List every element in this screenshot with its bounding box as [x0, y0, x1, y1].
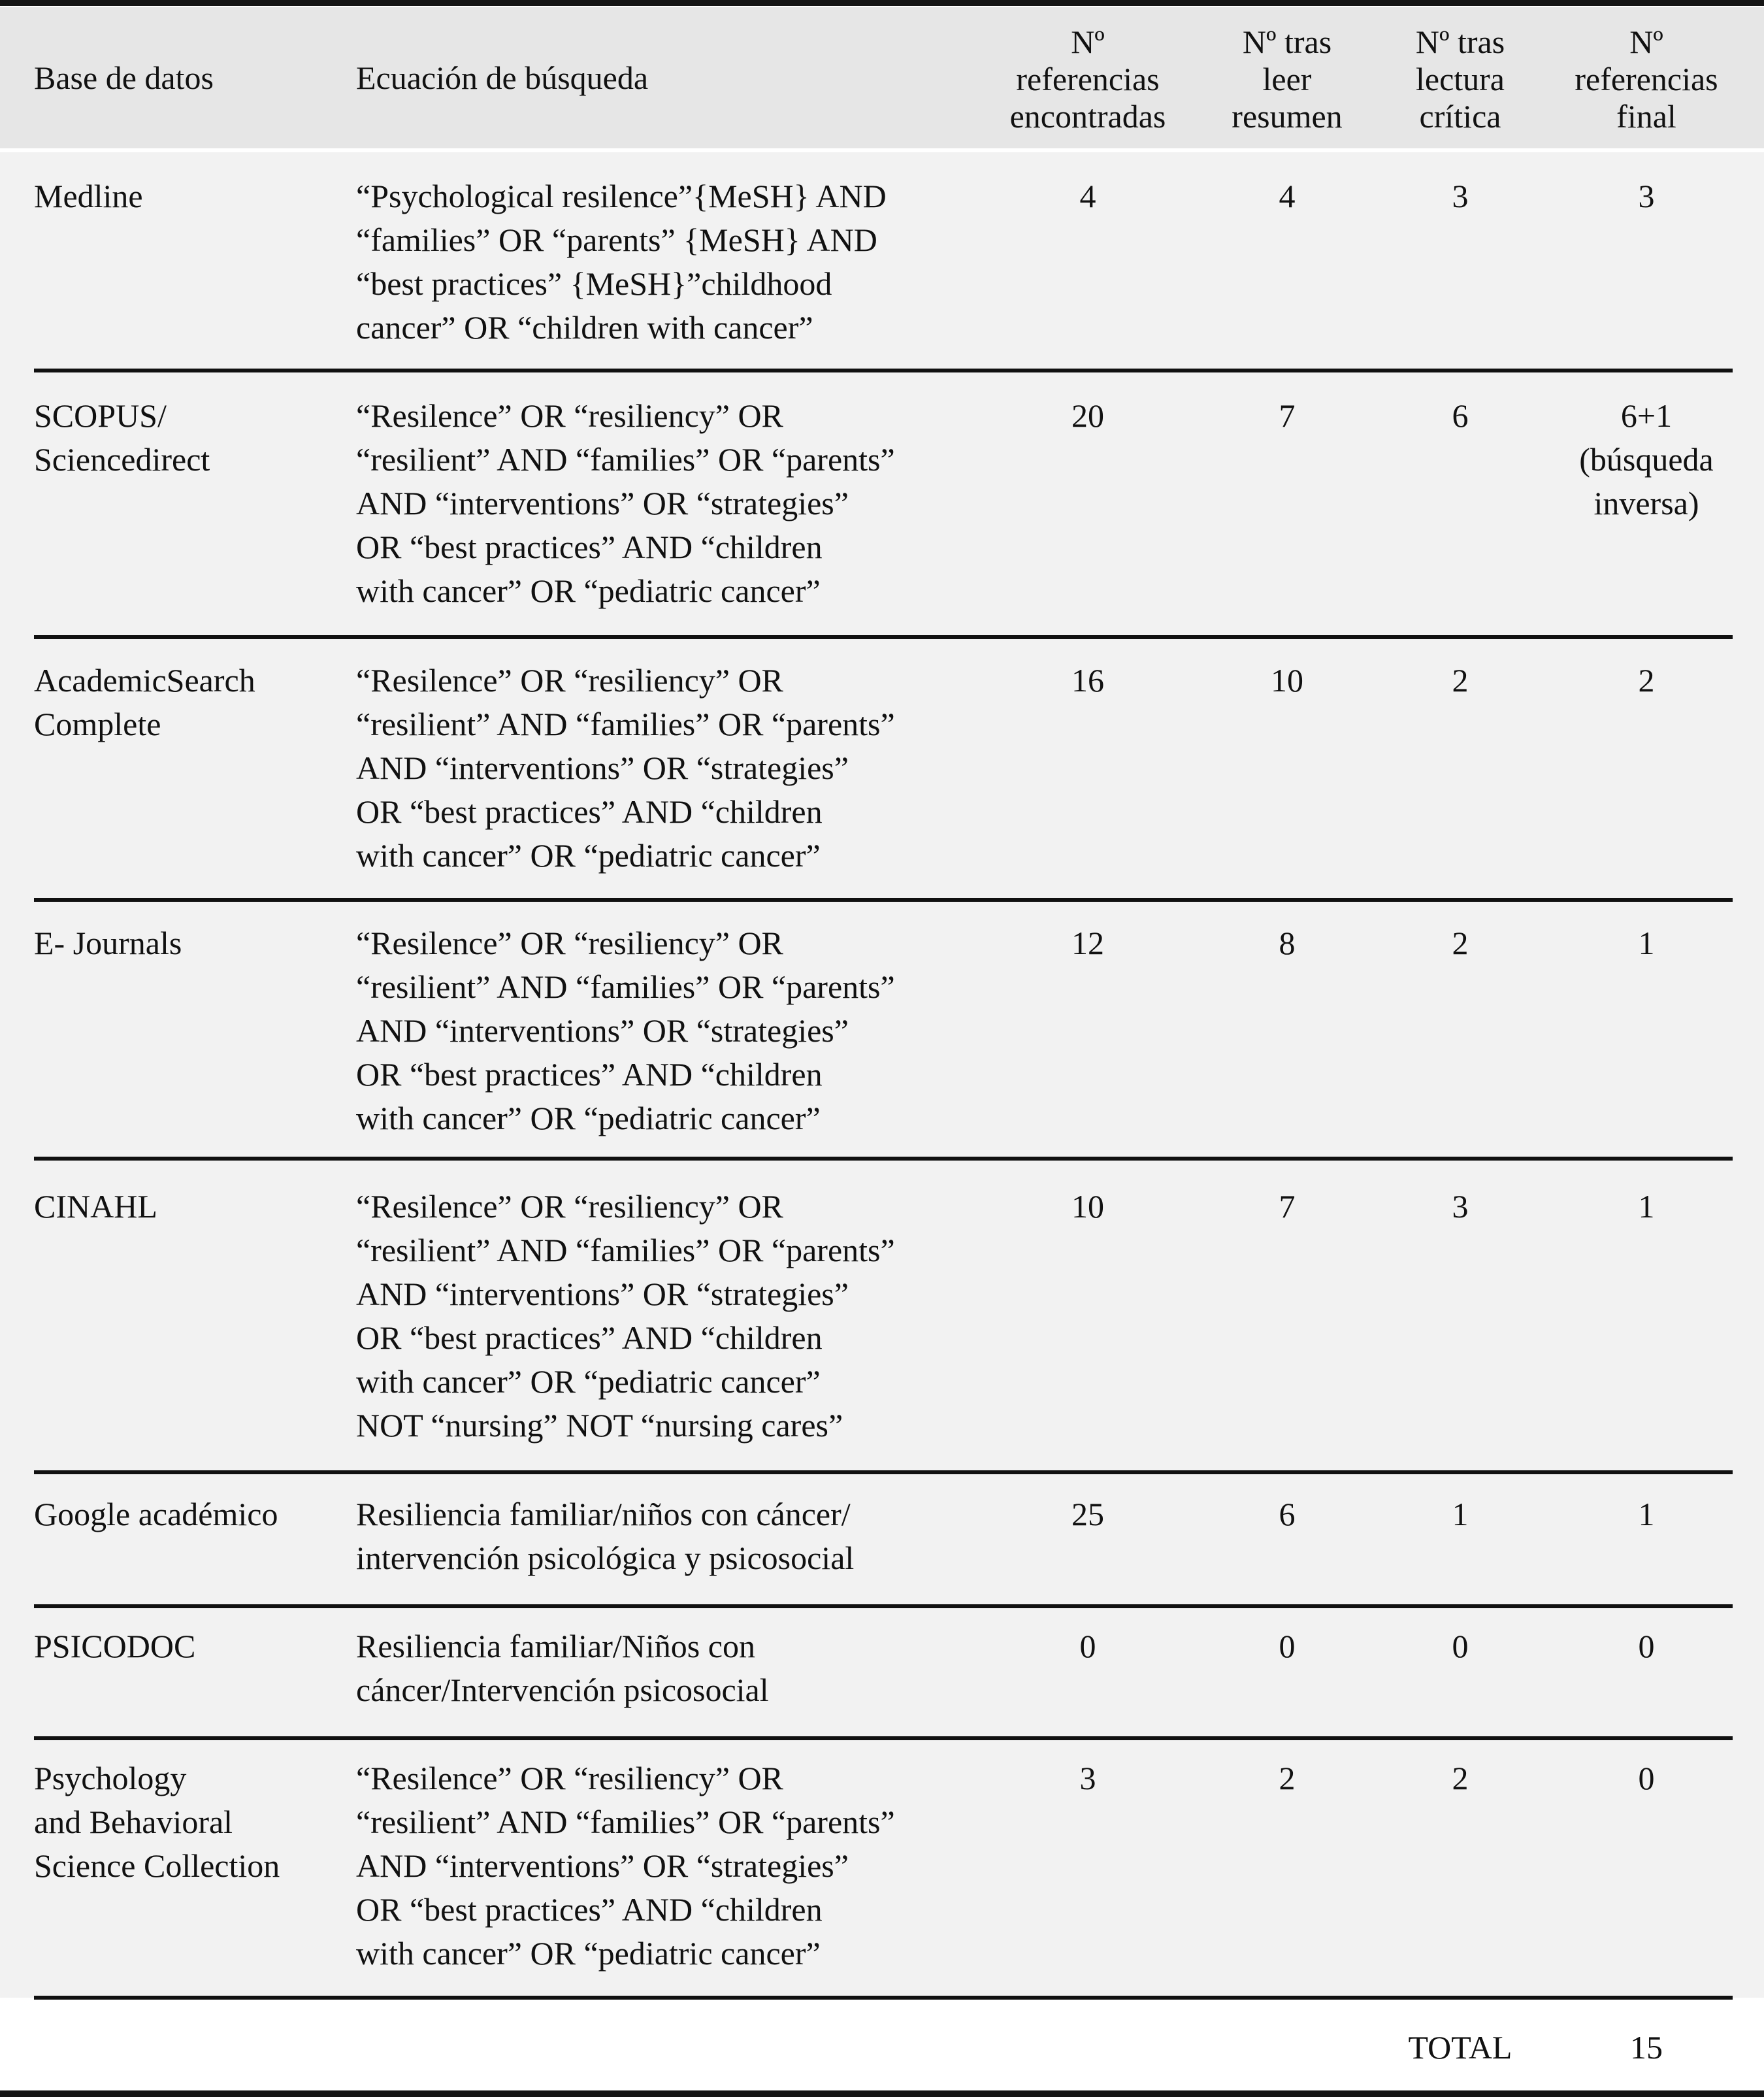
total-row: [0, 2026, 1764, 2072]
cell-after-critical: 2: [1452, 662, 1469, 699]
header-final: Nº referencias final: [1575, 24, 1718, 135]
cell-found: 20: [1071, 397, 1104, 434]
cell-equation: “Resilence” OR “resiliency” OR “resilient” AND “families” OR “parents” AND “interventions” OR “strategies” OR “best practices” AND “children with cancer” OR “pediatric cancer”: [356, 1760, 895, 1972]
row-separator: [34, 1736, 1733, 1740]
header-found: Nº referencias encontradas: [1009, 24, 1166, 135]
cell-database: SCOPUS/ Sciencedirect: [34, 397, 210, 478]
header-equation: Ecuación de búsqueda: [356, 59, 649, 96]
cell-final: 0: [1638, 1760, 1655, 1796]
cell-after-critical: 1: [1452, 1496, 1469, 1532]
cell-after-critical: 3: [1452, 1188, 1469, 1225]
row-separator: [34, 1470, 1733, 1474]
cell-after-critical: 3: [1452, 178, 1469, 214]
cell-found: 12: [1071, 925, 1104, 961]
cell-database: Medline: [34, 178, 143, 214]
cell-after-critical: 6: [1452, 397, 1469, 434]
cell-equation: “Resilence” OR “resiliency” OR “resilient” AND “families” OR “parents” AND “interventions” OR “strategies” OR “best practices” AND “children with cancer” OR “pediatric cancer” NOT “nursing” NOT “nursing cares”: [356, 1188, 895, 1444]
cell-database: AcademicSearch Complete: [34, 662, 255, 742]
cell-after-critical: 2: [1452, 1760, 1469, 1796]
row-separator: [34, 898, 1733, 902]
header-after-abstract: Nº tras leer resumen: [1232, 24, 1343, 135]
table-bottom-rule: [0, 2090, 1764, 2097]
cell-after-abstract: 4: [1279, 178, 1296, 214]
cell-database: E- Journals: [34, 925, 182, 961]
row-separator: [34, 1604, 1733, 1608]
cell-found: 4: [1079, 178, 1096, 214]
row-separator: [34, 369, 1733, 372]
cell-final: 0: [1638, 1628, 1655, 1664]
total-value: 15: [1630, 2029, 1663, 2066]
cell-after-critical: 0: [1452, 1628, 1469, 1664]
cell-database: CINAHL: [34, 1188, 157, 1225]
cell-found: 3: [1079, 1760, 1096, 1796]
cell-database: PSICODOC: [34, 1628, 196, 1664]
header-after-critical: Nº tras lectura crítica: [1415, 24, 1505, 135]
header-database: Base de datos: [34, 59, 214, 96]
cell-found: 10: [1071, 1188, 1104, 1225]
cell-database: Psychology and Behavioral Science Collection: [34, 1760, 280, 1884]
cell-after-abstract: 8: [1279, 925, 1296, 961]
cell-final: 1: [1638, 925, 1655, 961]
cell-found: 0: [1079, 1628, 1096, 1664]
cell-found: 16: [1071, 662, 1104, 699]
cell-database: Google académico: [34, 1496, 278, 1532]
cell-equation: “Resilence” OR “resiliency” OR “resilient” AND “families” OR “parents” AND “interventions” OR “strategies” OR “best practices” AND “children with cancer” OR “pediatric cancer”: [356, 397, 895, 609]
cell-equation: Resiliencia familiar/Niños con cáncer/Intervención psicosocial: [356, 1628, 769, 1708]
cell-after-abstract: 0: [1279, 1628, 1296, 1664]
cell-equation: Resiliencia familiar/niños con cáncer/ intervención psicológica y psicosocial: [356, 1496, 855, 1576]
row-separator: [34, 1157, 1733, 1161]
cell-equation: “Resilence” OR “resiliency” OR “resilient” AND “families” OR “parents” AND “interventions” OR “strategies” OR “best practices” AND “children with cancer” OR “pediatric cancer”: [356, 925, 895, 1136]
cell-final: 1: [1638, 1496, 1655, 1532]
cell-equation: “Resilence” OR “resiliency” OR “resilient” AND “families” OR “parents” AND “interventions” OR “strategies” OR “best practices” AND “children with cancer” OR “pediatric cancer”: [356, 662, 895, 874]
cell-after-abstract: 6: [1279, 1496, 1296, 1532]
cell-after-abstract: 7: [1279, 1188, 1296, 1225]
cell-final: 2: [1638, 662, 1655, 699]
cell-after-abstract: 10: [1271, 662, 1303, 699]
cell-equation: “Psychological resilence”{MeSH} AND “families” OR “parents” {MeSH} AND “best practices” {MeSH}”childhood cancer” OR “children with cancer”: [356, 178, 887, 346]
table-top-rule: [0, 0, 1764, 6]
cell-after-abstract: 2: [1279, 1760, 1296, 1796]
table-header: [0, 7, 1764, 148]
cell-final: 3: [1638, 178, 1655, 214]
cell-final: 1: [1638, 1188, 1655, 1225]
total-label: TOTAL: [1408, 2029, 1512, 2066]
cell-found: 25: [1071, 1496, 1104, 1532]
cell-final: 6+1 (búsqueda inversa): [1579, 397, 1714, 521]
row-separator: [34, 1996, 1733, 2000]
cell-after-critical: 2: [1452, 925, 1469, 961]
cell-after-abstract: 7: [1279, 397, 1296, 434]
row-separator: [34, 635, 1733, 639]
